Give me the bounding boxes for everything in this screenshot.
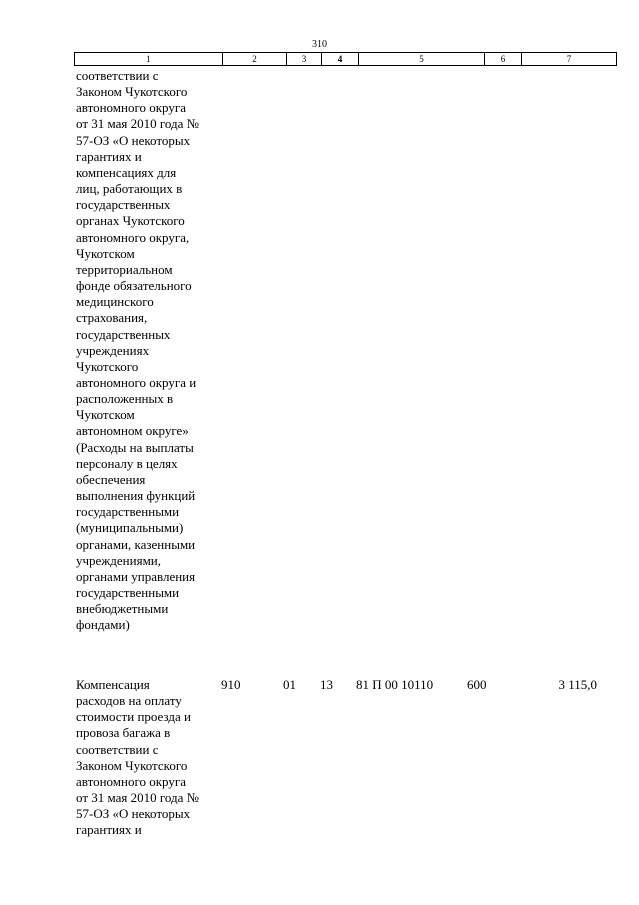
text-line: компенсациях для (76, 164, 177, 180)
text-line: гарантиях и (76, 822, 142, 838)
next-row-col3: 01 (283, 677, 296, 692)
text-line: 57-ОЗ «О некоторых (76, 132, 191, 148)
text-line: органами управления (76, 568, 196, 584)
text-line: расположенных в (76, 391, 174, 407)
text-line: соответствии с (76, 68, 159, 83)
text-line: Чукотского (76, 358, 139, 374)
text-line: органами, казенными (76, 536, 196, 552)
text-line: фонде обязательного (76, 278, 192, 294)
text-line: Чукотском (76, 245, 135, 261)
text-line: гарантиях и (76, 148, 142, 164)
text-line: провоза багажа в (76, 725, 171, 741)
text-line: обеспечения (76, 471, 146, 487)
column-header-3: 3 (287, 53, 322, 66)
continued-row-description (76, 68, 226, 633)
text-line: 57-ОЗ «О некоторых (76, 806, 191, 822)
text-line: учреждениями, (76, 552, 162, 568)
text-line: автономного округа, (76, 229, 190, 245)
column-header-6: 6 (485, 53, 522, 66)
text-line: расходов на оплату (76, 693, 182, 709)
next-row-col7: 3 115,0 (558, 677, 597, 692)
text-line: Чукотском (76, 407, 135, 423)
text-line: государственными (76, 504, 180, 520)
text-line: учреждениях (76, 342, 150, 358)
text-line: автономного округа (76, 100, 186, 116)
column-header-4: 4 (322, 53, 359, 66)
next-row-col5: 81 П 00 10110 (356, 677, 434, 692)
text-line: Законом Чукотского (76, 757, 188, 773)
next-row-description (76, 677, 226, 839)
text-line: медицинского (76, 294, 154, 310)
text-line: персоналу в целях (76, 455, 178, 471)
column-header-2: 2 (223, 53, 287, 66)
text-line: от 31 мая 2010 года № (76, 790, 200, 806)
text-line: (Расходы на выплаты (76, 439, 194, 455)
text-line: внебюджетными (76, 601, 169, 617)
text-line: государственных (76, 326, 171, 342)
column-header-1: 1 (75, 53, 223, 66)
text-line: органах Чукотского (76, 213, 185, 229)
text-line: от 31 мая 2010 года № (76, 116, 200, 132)
next-row-col4: 13 (320, 677, 333, 692)
text-line: Компенсация (76, 677, 150, 692)
text-line: Законом Чукотского (76, 84, 188, 100)
text-line: автономного округа и (76, 374, 197, 390)
next-row-col6: 600 (467, 677, 487, 692)
next-row-col2: 910 (221, 677, 241, 692)
text-line: государственных (76, 197, 171, 213)
page-number: 310 (312, 39, 327, 50)
text-line: территориальном (76, 261, 173, 277)
text-line: государственными (76, 585, 180, 600)
column-number-header (74, 52, 617, 66)
text-line: соответствии с (76, 741, 159, 757)
text-line: (муниципальными) (76, 520, 184, 536)
text-line: фондами) (76, 617, 130, 633)
text-line: страхования, (76, 310, 148, 326)
text-line: лиц, работающих в (76, 181, 183, 197)
column-header-5: 5 (359, 53, 485, 66)
text-line: стоимости проезда и (76, 709, 191, 725)
text-line: автономного округа (76, 773, 186, 789)
text-line: выполнения функций (76, 488, 196, 504)
text-line: автономном округе» (76, 423, 189, 439)
column-header-7: 7 (522, 53, 617, 66)
